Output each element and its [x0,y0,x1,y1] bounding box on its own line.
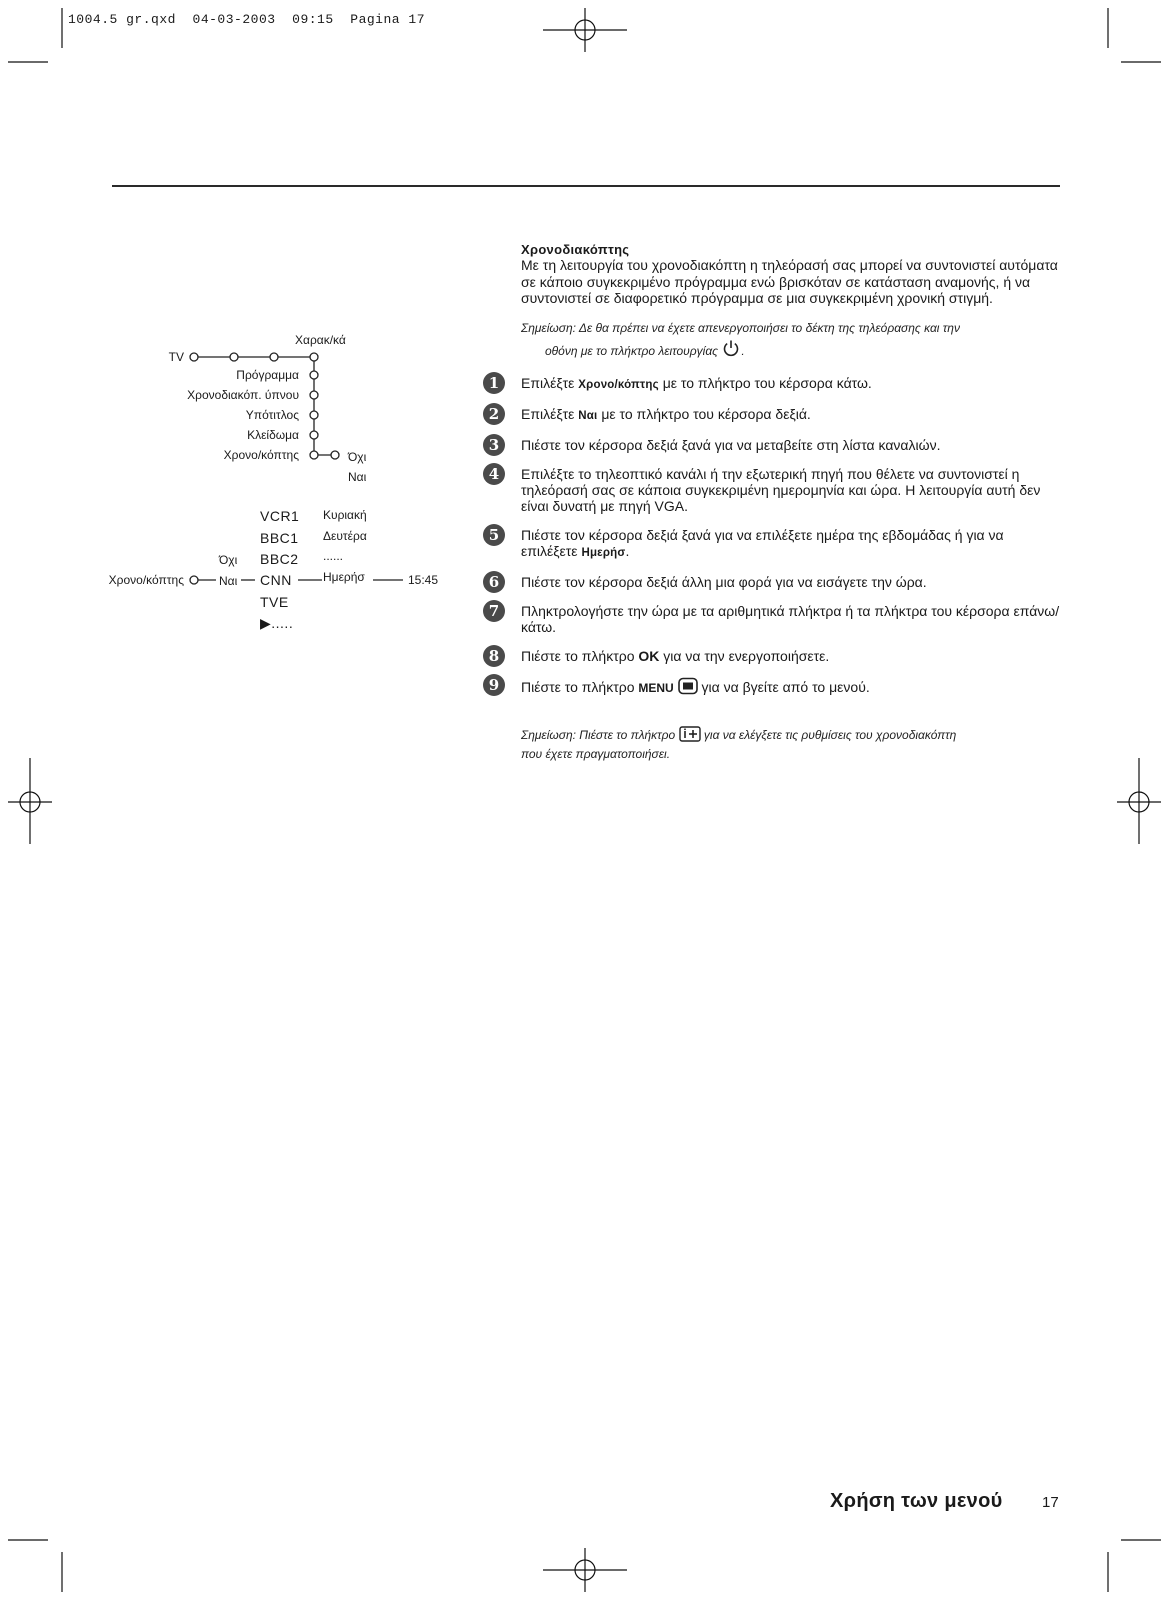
node-subtitle [310,411,318,419]
day-label: Ημερήσ [323,570,365,584]
channel-label: TVE [260,594,289,610]
timer-option-on: Ναι [219,574,238,588]
day-label: Δευτέρα [323,529,367,543]
menu-root-label: TV [168,350,184,364]
menu-item-label: Χρονο/κόπτης [223,448,299,462]
channel-label: VCR1 [260,508,300,524]
menu-option-off: Όχι [348,450,367,464]
footer-title: Χρήση των μενού [830,1490,1003,1512]
menu-item-label: Υπότιτλος [245,408,299,422]
note-power-line2: οθόνη με το πλήκτρο λειτουργίας [545,343,718,358]
step-number-badge: 1 [483,372,505,394]
time-label: 15:45 [408,573,439,587]
note-info: Σημείωση: Πιέστε το πλήκτρο για να ελέγξετε τις ρυθμίσεις του χρονοδιακόπτη που έχετε πραγματοποιήσει. [521,727,957,761]
node-timer [310,451,318,459]
node-programma [310,371,318,379]
keyword: OK [638,647,660,664]
node-menu-3 [310,353,318,361]
channel-label: BBC2 [260,551,299,567]
slug-file: 1004.5 gr.qxd [68,12,176,27]
intro-paragraph: Με τη λειτουργία του χρονοδιακόπτη η τηλεόρασή σας μπορεί να συντονιστεί αυτόματα σε κάποιο συγκεκριμένο πρόγραμμα ενώ βρισκόταν σε κατάσταση αναμονής, ή να συντονιστεί σε διαφορετικό πρόγραμμα σε μια συγκεκριμένη χρονική στιγμή. [521,257,1058,306]
step-number-badge: 2 [483,403,505,425]
timer-option-off: Όχι [219,553,238,567]
step-number-badge: 6 [483,571,505,593]
power-icon [721,338,741,358]
timer-root-label: Χρονο/κόπτης [108,573,184,587]
slug-date: 04-03-2003 [192,12,276,27]
menu-option-on: Ναι [348,470,367,484]
menu-diagrams [0,0,480,660]
menu-item-label: Χρονοδιακόπ. ύπνου [187,388,299,402]
channel-label: CNN [260,572,292,588]
menu-item-label: Κλείδωμα [247,428,299,442]
note-power: Σημείωση: Δε θα πρέπει να έχετε απενεργοποιήσει το δέκτη της τηλεόρασης και την οθόνη με το πλήκτρο λειτουργίας . [521,320,960,358]
step-number-badge: 7 [483,600,505,622]
channel-label: BBC1 [260,530,299,546]
node-timer-root [190,576,198,584]
menu-button-icon [678,677,698,695]
channel-more: ▶..... [260,615,294,631]
day-label: Κυριακή [323,508,367,522]
step-8: 8 Πιέστε το πλήκτρο OK για να την ενεργοποιήσετε. [521,648,1061,664]
step-number-badge: 9 [483,674,505,696]
step-7: 7 Πληκτρολογήστε την ώρα με τα αριθμητικά πλήκτρα ή τα πλήκτρα του κέρσορα επάνω/κάτω. [521,603,1061,635]
node-menu-2 [270,353,278,361]
slug-page: Pagina 17 [350,12,425,27]
diagram-lines [0,0,480,660]
timer-section [488,242,1061,764]
keyword: MENU [638,680,674,695]
step-9: 9 Πιέστε το πλήκτρο MENU για να βγείτε από το μενού. [521,677,1061,696]
node-timer-off [331,451,339,459]
day-label: ...... [323,549,344,563]
step-number-badge: 4 [483,463,505,485]
keyword: Χρονο/κόπτης [578,378,659,391]
step-5: 5 Πιέστε τον κέρσορα δεξιά ξανά για να επιλέξετε ημέρα της εβδομάδας ή για να επιλέξετε Ημερήσ. [521,527,1061,561]
step-number-badge: 3 [483,434,505,456]
step-4: 4 Επιλέξτε το τηλεοπτικό κανάλι ή την εξωτερική πηγή που θέλετε να συντονιστεί η τηλεόρασή σας σε κάποια συγκεκριμένη ημερομηνία και ώρα. Η λειτουργία αυτή δεν είναι δυνατή με πηγή VGA. [521,466,1061,514]
page-number: 17 [1042,1494,1059,1511]
step-3: 3 Πιέστε τον κέρσορα δεξιά ξανά για να μεταβείτε στη λίστα καναλιών. [521,437,1061,453]
node-tv [190,353,198,361]
step-2: 2 Επιλέξτε Ναι με το πλήκτρο του κέρσορα δεξιά. [521,406,1061,424]
menu-item-label: Πρόγραμμα [236,368,299,382]
steps-list [488,373,1061,696]
menu-top-label: Χαρακ/κά [295,333,346,347]
node-lock [310,431,318,439]
node-sleep [310,391,318,399]
note-power-line1: Σημείωση: Δε θα πρέπει να έχετε απενεργοποιήσει το δέκτη της τηλεόρασης και την [521,320,960,335]
slug-time: 09:15 [292,12,334,27]
info-plus-icon [679,726,701,742]
step-number-badge: 5 [483,524,505,546]
step-6: 6 Πιέστε τον κέρσορα δεξιά άλλη μια φορά για να εισάγετε την ώρα. [521,574,1061,590]
step-number-badge: 8 [483,645,505,667]
step-1: 1 Επιλέξτε Χρονο/κόπτης με το πλήκτρο του κέρσορα κάτω. [521,375,1061,393]
keyword: Ναι [578,409,598,422]
keyword: Ημερήσ [581,546,626,559]
node-menu-1 [230,353,238,361]
section-title: Χρονοδιακόπτης [521,242,630,257]
